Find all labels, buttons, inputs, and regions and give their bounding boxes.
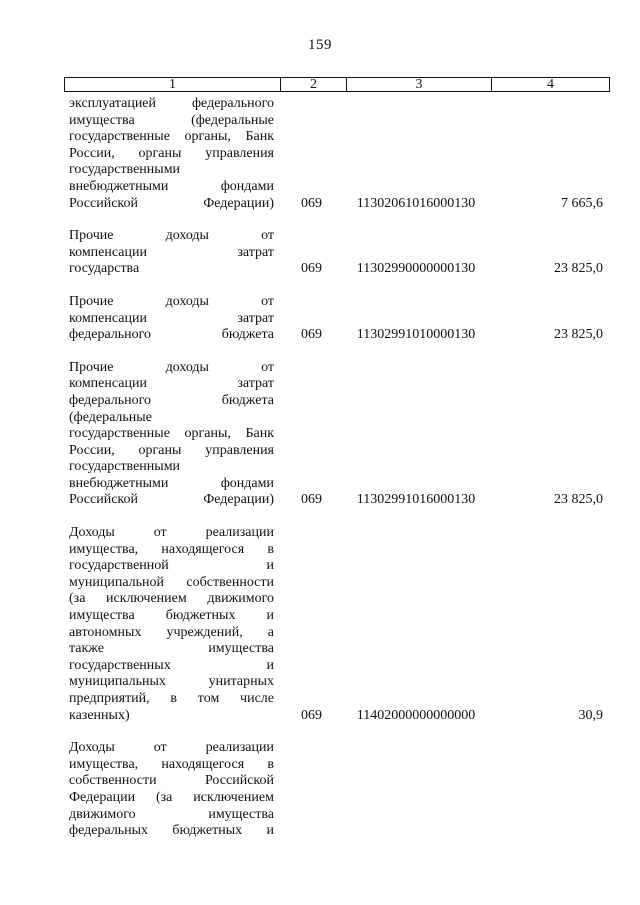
revenue-name-line: автономных учреждений, а <box>69 624 274 640</box>
revenue-name-line: эксплуатацией федерального <box>69 96 274 111</box>
revenue-name-line: также имущества <box>69 641 274 657</box>
revenue-name-line: государственные органы, Банк <box>69 129 274 145</box>
revenue-name-line: предприятий, в том числе <box>69 691 274 706</box>
revenue-name-line: компенсации затрат <box>69 376 274 392</box>
budget-classification-code-cell: 11402000000000000 <box>356 707 476 723</box>
table-row <box>64 740 605 840</box>
revenue-name-line: имущества бюджетных и <box>69 608 274 624</box>
revenue-name-cell <box>64 228 274 278</box>
admin-code-cell: 069 <box>301 707 322 723</box>
table-body <box>64 96 605 840</box>
revenue-name-line: муниципальных унитарных <box>69 674 274 690</box>
revenue-name-line: России, органы управления <box>69 145 274 161</box>
table-row <box>64 525 605 724</box>
revenue-name-cell <box>64 96 274 212</box>
revenue-name-line: имущества, находящегося в <box>69 756 274 772</box>
admin-code-cell: 069 <box>301 195 322 211</box>
amount-cell: 23 825,0 <box>554 492 603 508</box>
revenue-name-line: государственных и <box>69 657 274 673</box>
admin-code-cell: 069 <box>301 327 322 343</box>
revenue-name-line: внебюджетными фондами <box>69 475 274 491</box>
revenue-name-line: государственные органы, Банк <box>69 426 274 442</box>
amount-cell: 23 825,0 <box>554 327 603 343</box>
revenue-name-line: государственной и <box>69 558 274 574</box>
revenue-name-line: собственности Российской <box>69 773 274 789</box>
revenue-name-line: казенных) <box>69 707 130 723</box>
table-row <box>64 294 605 344</box>
revenue-name-line: Российской Федерации) <box>69 195 274 211</box>
amount-cell: 7 665,6 <box>561 195 603 211</box>
revenue-name-line: компенсации затрат <box>69 244 274 260</box>
admin-code-cell: 069 <box>301 492 322 508</box>
revenue-name-line: (за исключением движимого <box>69 591 274 607</box>
revenue-name-line: имущества (федеральные <box>69 112 274 128</box>
budget-classification-code-cell: 11302991016000130 <box>356 492 476 508</box>
revenue-name-line: Федерации (за исключением <box>69 789 274 805</box>
column-header-1: 1 <box>65 78 281 92</box>
column-header-2: 2 <box>281 78 347 92</box>
amount-cell: 30,9 <box>578 707 603 723</box>
table-row <box>64 96 605 212</box>
budget-classification-code-cell: 11302061016000130 <box>356 195 476 211</box>
revenue-name-line: Прочие доходы от <box>69 293 274 309</box>
revenue-name-line: внебюджетными фондами <box>69 178 274 194</box>
revenue-name-cell <box>64 294 274 344</box>
revenue-name-line: Прочие доходы от <box>69 228 274 244</box>
revenue-name-line: Российской Федерации) <box>69 492 274 508</box>
table-row <box>64 360 605 509</box>
table-row <box>64 228 605 278</box>
revenue-name-cell <box>64 360 274 509</box>
page-number: 159 <box>308 37 332 53</box>
revenue-name-line: России, органы управления <box>69 442 274 458</box>
table-header <box>64 77 610 92</box>
revenue-name-line: имущества, находящегося в <box>69 541 274 557</box>
revenue-name-line: федерального бюджета <box>69 392 274 408</box>
budget-classification-code-cell: 11302991010000130 <box>356 327 476 343</box>
revenue-name-cell <box>64 525 274 724</box>
revenue-name-line: Доходы от реализации <box>69 740 274 756</box>
amount-cell: 23 825,0 <box>554 261 603 277</box>
revenue-name-line: государства <box>69 261 140 277</box>
revenue-name-line: компенсации затрат <box>69 310 274 326</box>
revenue-name-line: федерального бюджета <box>69 327 274 343</box>
revenue-name-line: государственными <box>69 459 181 475</box>
column-header-3: 3 <box>347 78 492 92</box>
admin-code-cell: 069 <box>301 261 322 277</box>
revenue-name-line: движимого имущества <box>69 806 274 822</box>
revenue-name-line: Доходы от реализации <box>69 525 274 541</box>
budget-classification-code-cell: 11302990000000130 <box>356 261 476 277</box>
revenue-name-line: федеральных бюджетных и <box>69 823 274 839</box>
revenue-name-line: муниципальной собственности <box>69 574 274 590</box>
revenue-name-cell <box>64 740 274 840</box>
revenue-name-line: Прочие доходы от <box>69 359 274 375</box>
revenue-name-line: государственными <box>69 162 181 178</box>
revenue-name-line: (федеральные <box>69 409 152 425</box>
column-header-4: 4 <box>492 78 610 92</box>
